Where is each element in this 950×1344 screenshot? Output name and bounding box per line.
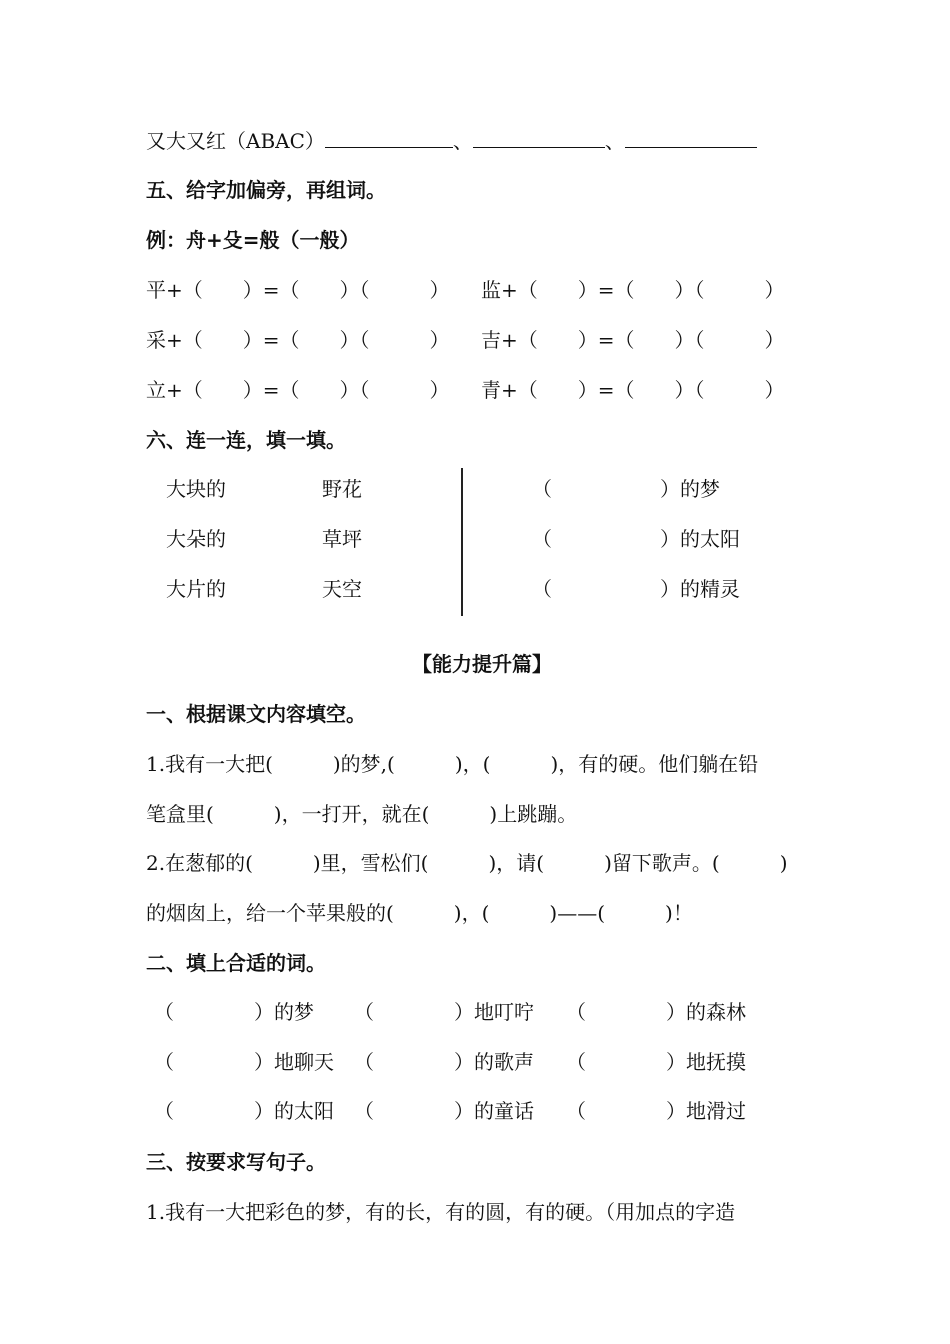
text-line: 1.我有一大把彩色的梦，有的长，有的圆，有的硬。（用加点的字造 — [146, 1200, 736, 1224]
match-noun[interactable]: 草坪 — [322, 527, 362, 551]
match-noun[interactable]: 天空 — [322, 577, 362, 601]
word-fill: （ ）地聊天 — [154, 1050, 334, 1074]
radical-row-left: 立+（ ）=（ ）（ ） — [146, 378, 450, 402]
fill-open: （ — [532, 477, 552, 501]
section-5-example: 例：舟+殳=般（一般） — [146, 228, 360, 252]
word-fill: （ ）地叮咛 — [354, 1000, 534, 1024]
fill-open: （ — [532, 577, 552, 601]
divider-line — [461, 468, 463, 616]
answer-blank[interactable] — [473, 129, 605, 148]
section-6-title: 六、连一连，填一填。 — [146, 428, 346, 452]
abac-label: 又大又红（ABAC） — [146, 129, 325, 153]
section-2-title: 二、填上合适的词。 — [146, 951, 326, 975]
word-fill: （ ）的童话 — [354, 1099, 534, 1123]
section-3-title: 三、按要求写句子。 — [146, 1150, 326, 1174]
text-line: 1.我有一大把( )的梦,( )，( )，有的硬。他们躺在铅 — [146, 752, 759, 776]
match-adjective[interactable]: 大片的 — [166, 577, 226, 601]
text-line: 笔盒里( )，一打开，就在( )上跳蹦。 — [146, 802, 578, 826]
part-title: 【能力提升篇】 — [412, 652, 552, 676]
section-5-title: 五、给字加偏旁，再组词。 — [146, 178, 386, 202]
radical-row-right: 监+（ ）=（ ）（ ） — [481, 278, 785, 302]
separator: 、 — [604, 129, 625, 153]
word-fill: （ ）地滑过 — [566, 1099, 746, 1123]
word-fill: （ ）的梦 — [154, 1000, 314, 1024]
fill-close: ）的梦 — [660, 477, 720, 501]
radical-row-left: 采+（ ）=（ ）（ ） — [146, 328, 450, 352]
abac-line — [146, 127, 757, 155]
separator: 、 — [452, 129, 473, 153]
fill-open: （ — [532, 527, 552, 551]
section-1-title: 一、根据课文内容填空。 — [146, 702, 366, 726]
answer-blank[interactable] — [325, 129, 453, 148]
text-line: 2.在葱郁的( )里，雪松们( )，请( )留下歌声。( ) — [146, 851, 788, 875]
word-fill: （ ）的森林 — [566, 1000, 746, 1024]
radical-row-right: 青+（ ）=（ ）（ ） — [481, 378, 785, 402]
text-line: 的烟囱上，给一个苹果般的( )，( )——( )！ — [146, 901, 693, 925]
fill-close: ）的太阳 — [660, 527, 740, 551]
match-adjective[interactable]: 大块的 — [166, 477, 226, 501]
radical-row-right: 吉+（ ）=（ ）（ ） — [481, 328, 785, 352]
radical-row-left: 平+（ ）=（ ）（ ） — [146, 278, 450, 302]
answer-blank[interactable] — [625, 129, 757, 148]
match-noun[interactable]: 野花 — [322, 477, 362, 501]
fill-close: ）的精灵 — [660, 577, 740, 601]
match-adjective[interactable]: 大朵的 — [166, 527, 226, 551]
word-fill: （ ）地抚摸 — [566, 1050, 746, 1074]
word-fill: （ ）的太阳 — [154, 1099, 334, 1123]
word-fill: （ ）的歌声 — [354, 1050, 534, 1074]
